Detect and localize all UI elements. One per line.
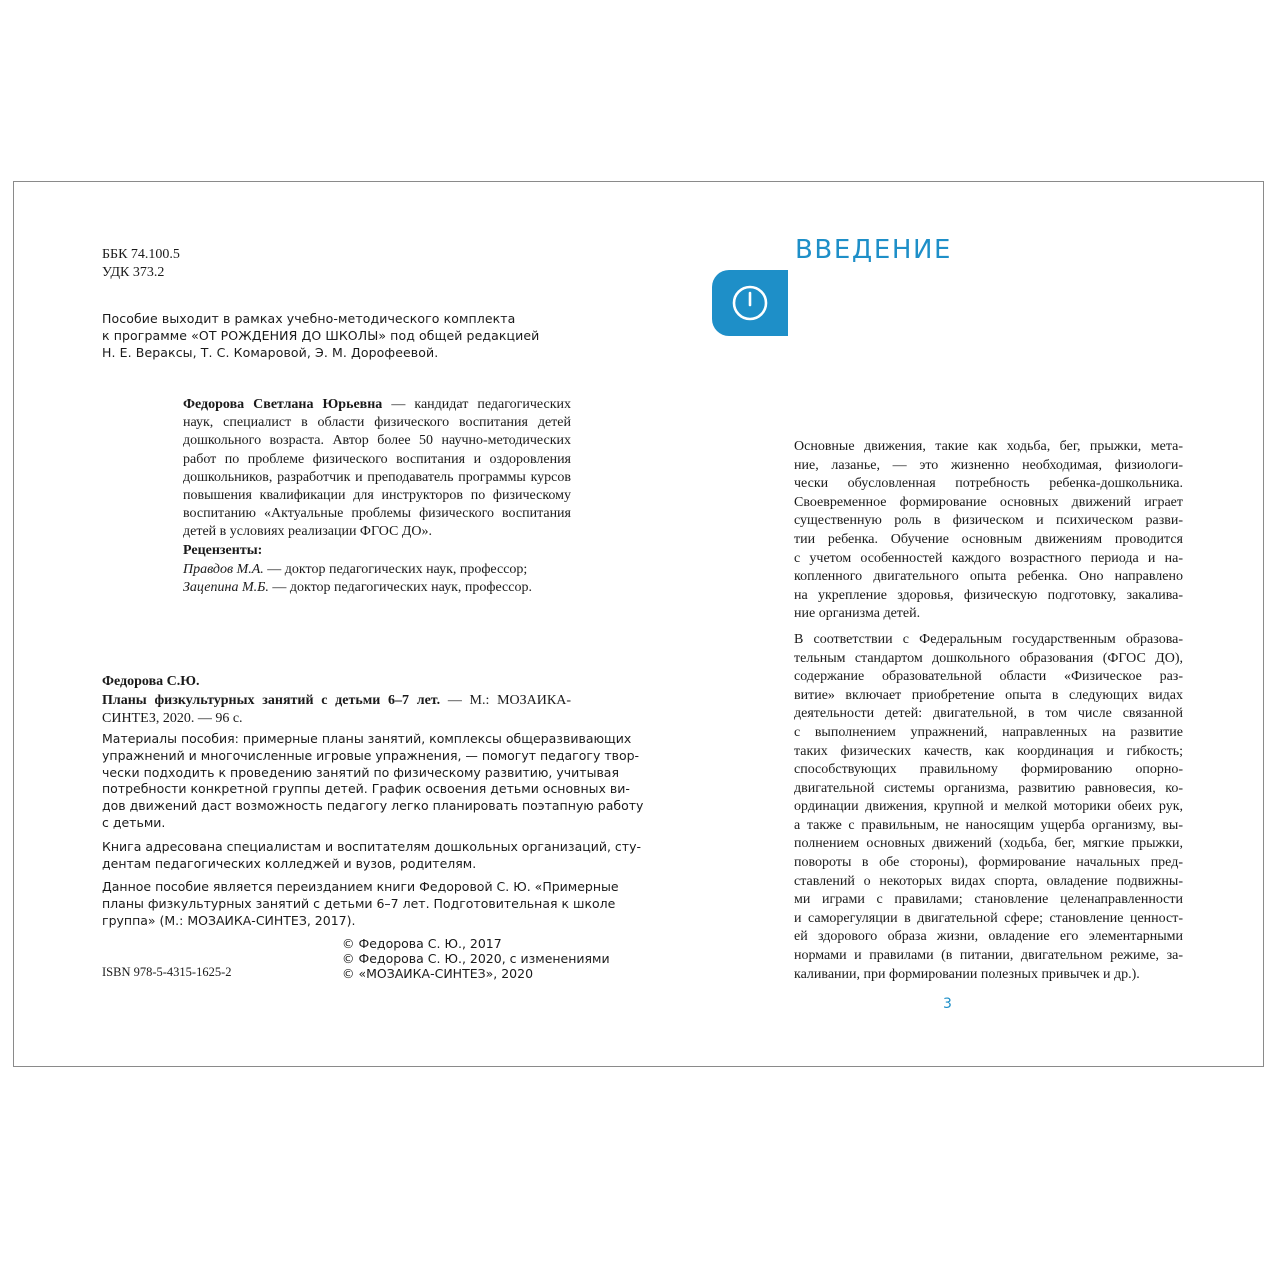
intro-line: ние, лазанье, — это жизненно необходимая, физиологи- [794,457,1183,473]
reviewer-name: Правдов М.А. [183,561,264,577]
copyright-line: © Федорова С. Ю., 2020, с изменениями [342,951,610,967]
page-number: 3 [943,996,952,1012]
intro-line: ординации движения, крупной и мелкой моторики обеих рук, [794,799,1183,815]
intro-line: а также с правильным, не наносящим ущерба организму, вы- [794,817,1183,833]
intro-line: ми играми с правилами; становление целенаправленности [794,892,1183,908]
intro-line: ние организма детей. [794,606,921,622]
catalog-record [102,673,571,729]
intro-line: Основные движения, такие как ходьба, бег, прыжки, мета- [794,439,1183,454]
author-bio [183,396,571,542]
annotation-line: дов движений даст возможность педагогу легко планировать поэтапную работу [102,798,644,814]
catalog-title: Планы физкультурных занятий с детьми 6–7 лет. [102,692,441,708]
author-bio-line: воспитанию «Актуальные проблемы физического воспитания [183,506,571,522]
intro-paragraph [794,438,1183,624]
udk-code: УДК 373.2 [102,265,165,280]
annotation-line: с детьми. [102,814,166,830]
series-line: Пособие выходит в рамках учебно-методического комплекта [102,311,516,326]
reviewer-entry [183,561,532,580]
intro-line: тельным стандартом дошкольного образования (ФГОС ДО), [794,650,1183,666]
author-bio-line: наук, специалист в области физического воспитания детей [183,415,571,431]
author-bio-line: дошкольного возраста. Автор более 50 научно-методических [183,433,571,449]
intro-line: Своевременное формирование основных движений играет [794,494,1183,510]
intro-line: деятельности детей: двигательной, в том числе связанной [794,706,1183,722]
series-line: Н. Е. Вераксы, Т. С. Комаровой, Э. М. Дорофеевой. [102,345,439,360]
annotation-line: планы физкультурных занятий с детьми 6–7 лет. Подготовительная к школе [102,896,616,912]
catalog-publisher-line: СИНТЕЗ, 2020. — 96 с. [102,711,243,726]
intro-line: способствующих правильному формированию опорно- [794,762,1183,778]
series-line: к программе «ОТ РОЖДЕНИЯ ДО ШКОЛЫ» под общей редакцией [102,328,540,343]
author-bio-line: повышения квалификации для инструкторов по физическому [183,488,571,504]
intro-line: с выполнением упражнений, направленных на развитие [794,724,1183,740]
intro-line: В соответствии с Федеральным государственным образова- [794,631,1183,647]
author-bio-line: детей в условиях реализации ФГОС ДО». [183,524,433,540]
reviewers [183,542,532,598]
intro-line: чески обусловленная потребность ребенка-дошкольника. [794,476,1183,492]
intro-line: с учетом особенностей каждого возрастного периода и на- [794,550,1183,566]
classification-codes [102,246,180,282]
author-name: Федорова Светлана Юрьевна [183,397,383,412]
intro-line: нормами и правилами (в питании, двигательном режиме, за- [794,948,1183,964]
annotation-line: чески подходить к проведению занятий по физическому развитию, учитывая [102,764,619,780]
intro-line: таких физических качеств, как координация и гибкость; [794,743,1183,759]
reviewer-role: — доктор педагогических наук, профессор; [263,561,528,577]
annotation-line: Данное пособие является переизданием книги Федоровой С. Ю. «Примерные [102,879,619,895]
annotation-line: потребности конкретной группы детей. График освоения детьми основных ви- [102,781,630,797]
intro-line: двигательной системы организма, развитию равновесия, ко- [794,780,1183,796]
catalog-author: Федорова С.Ю. [102,674,200,689]
intro-line: каливании, при формировании полезных привычек и др.). [794,966,1140,982]
copyright-line: © «МОЗАИКА-СИНТЕЗ», 2020 [342,966,534,982]
annotation-line: группа» (М.: МОЗАИКА-СИНТЕЗ, 2017). [102,912,356,928]
intro-line: полнением основных движений (ходьба, бег, мягкие прыжки, [794,836,1183,852]
power-icon [730,283,770,323]
chapter-tab [712,270,788,336]
intro-line: и саморегуляции в двигательной сфере; становление ценност- [794,910,1183,926]
catalog-publisher: — М.: МОЗАИКА- [440,692,571,708]
intro-line: на укрепление здоровья, физическую подготовку, закалива- [794,587,1183,603]
bbk-code: ББК 74.100.5 [102,247,180,262]
author-bio-text: — кандидат педагогических [382,397,571,412]
annotation [102,731,644,937]
intro-paragraph [794,631,1183,984]
annotation-line: Книга адресована специалистам и воспитателям дошкольных организаций, сту- [102,838,641,854]
intro-line: содержание образовательной области «Физическое раз- [794,669,1183,685]
reviewer-name: Зацепина М.Б. [183,580,269,595]
intro-line: повороты в обе стороны), формирование начальных пред- [794,855,1183,871]
author-bio-line: дошкольников, разработчик и преподаватель программы курсов [183,469,571,485]
series-note [102,310,539,361]
annotation-line: упражнений и многочисленные игровые упражнения, — помогут педагогу твор- [102,747,640,763]
intro-line: ставлений о некоторых видах спорта, овладение подвижны- [794,873,1183,889]
intro-line: копленного двигательного опыта ребенка. Оно направлено [794,569,1183,585]
chapter-heading: ВВЕДЕНИЕ [795,235,953,265]
copyright-block [342,936,610,982]
intro-line: тии ребенка. Обучение основным движениям проводится [794,531,1183,547]
copyright-line: © Федорова С. Ю., 2017 [342,936,502,951]
reviewer-entry [183,579,532,598]
author-bio-line [183,396,571,414]
reviewer-role: — доктор педагогических наук, профессор. [268,580,532,595]
annotation-paragraph [102,879,619,929]
reviewers-heading: Рецензенты: [183,543,263,558]
annotation-paragraph [102,838,641,873]
intro-line: витие» включает приобретение опыта в следующих видах [794,687,1183,703]
isbn: ISBN 978-5-4315-1625-2 [102,965,232,979]
annotation-line: Материалы пособия: примерные планы занятий, комплексы общеразвивающих [102,731,632,746]
intro-line: ей здорового образа жизни, овладение его элементарными [794,929,1183,945]
annotation-line: дентам педагогических колледжей и вузов, родителям. [102,855,477,871]
intro-line: существенную роль в физическом и психическом разви- [794,513,1183,529]
author-bio-line: работ по проблеме физического воспитания и оздоровления [183,451,571,467]
annotation-paragraph [102,731,644,832]
intro-text [794,438,1183,991]
